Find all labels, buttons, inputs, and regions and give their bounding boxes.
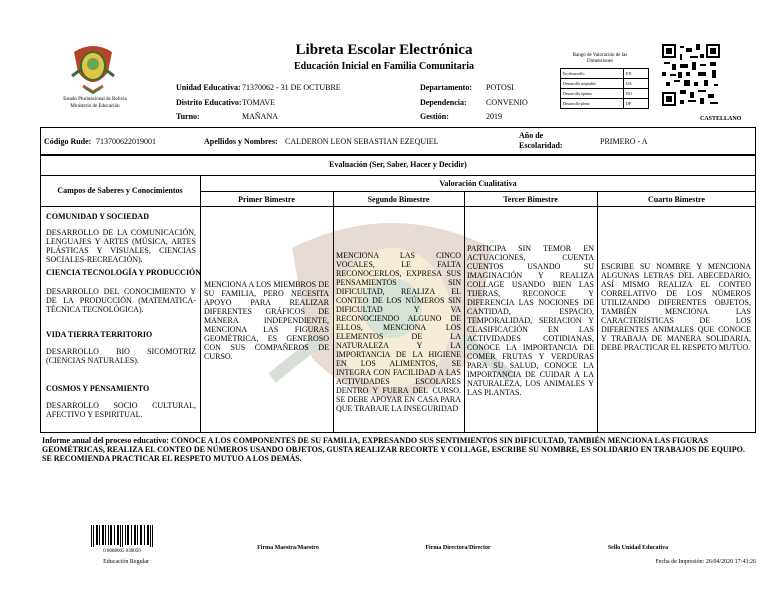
scale-code: DA bbox=[624, 79, 649, 89]
distrito-value: TOMAVE bbox=[242, 98, 276, 107]
bimestre-header-1: Primer Bimestre bbox=[238, 195, 295, 204]
scale-title-1: Rango de Valoración de las bbox=[572, 53, 628, 58]
barcode-caption: Educación Regular bbox=[103, 559, 149, 565]
school-seal: Sello Unidad Educativa bbox=[607, 545, 669, 551]
evaluation-bimestre-1: MENCIONA A LOS MIEMBROS DE SU FAMILIA, PERO NECESITA APOYO PARA REALIZAR DIFERENTES GRÁFICOS DE MANERA INDEPENDIENTE, MENCIONA LAS FIGURAS GEOMÉTRICA, ES GENEROSO CON SUS COMPAÑEROS DE CURSO. bbox=[204, 280, 329, 361]
evaluation-bimestre-3: PARTICIPA SIN TEMOR EN ACTUACIONES, CUENTA CUENTOS USANDO SU IMAGINACIÓN Y REALIZA COLLAGE USANDO BIEN LAS TIJERAS, RECONOCE Y DIFERENCIA LAS NOCIONES DE CANTIDAD, ESPACIO, TEMPORALIDAD, SERIACION Y CLASIFICACIÓN EN LAS ACTIVIDADES COTIDIANAS, CONOCE LA IMPORTANCIA DE COMER FRUTAS Y VERDURAS PARA SU SALUD, CONOCE LA IMPORTANCIA DE CUIDAR A LA NATURALEZA, LOS ANIMALES Y LAS PLANTAS. bbox=[467, 244, 594, 397]
area-body-4: DESARROLLO SOCIO CULTURAL, AFECTIVO Y ESPIRITUAL. bbox=[46, 401, 196, 419]
area-body-1: DESARROLLO DE LA COMUNICACIÓN, LENGUAJES Y ARTES (MÚSICA, ARTES PLÁSTICAS Y VISUALES, CIENCIAS SOCIALES-RECREACIÓN). bbox=[46, 228, 196, 264]
scale-row bbox=[561, 99, 649, 109]
barcode-digits: 0 8088005 030050 bbox=[103, 549, 141, 554]
scale-code: DO bbox=[624, 89, 649, 99]
scale-row bbox=[561, 79, 649, 89]
scale-code: ED bbox=[624, 69, 649, 79]
unidad-value: 71370062 - 31 DE OCTUBRE bbox=[242, 83, 341, 92]
distrito-label: Distrito Educativo: bbox=[176, 98, 242, 107]
area-title-4: COSMOS Y PENSAMIENTO bbox=[46, 384, 150, 393]
scale-label: En desarrollo bbox=[561, 69, 624, 79]
name-label: Apellidos y Nombres: bbox=[204, 137, 278, 146]
bimestre-header-3: Tercer Bimestre bbox=[503, 195, 558, 204]
area-body-3: DESARROLLO BIO SICOMOTRIZ (CIENCIAS NATURALES). bbox=[46, 347, 196, 365]
turno-label: Turno: bbox=[176, 112, 200, 121]
year-label-1: Año de bbox=[519, 131, 544, 140]
unidad-label: Unidad Educativa: bbox=[176, 83, 241, 92]
scale-label: Desarrollo óptimo bbox=[561, 89, 624, 99]
dependencia-label: Dependencia: bbox=[420, 98, 467, 107]
eval-header: Evaluación (Ser, Saber, Hacer y Decidir) bbox=[329, 160, 467, 169]
student-name: CALDERON LEON SEBASTIAN EZEQUIEL bbox=[285, 137, 439, 146]
teacher-signature: Firma Maestra/Maestro bbox=[257, 545, 319, 551]
campos-header: Campos de Saberes y Conocimientos bbox=[57, 186, 183, 195]
scale-row bbox=[561, 69, 649, 79]
departamento-value: POTOSI bbox=[486, 83, 514, 92]
annual-summary bbox=[42, 436, 754, 463]
scale-code: DP bbox=[624, 99, 649, 109]
document-title: Libreta Escolar Electrónica bbox=[295, 42, 473, 58]
year-label-2: Escolaridad: bbox=[519, 141, 563, 150]
scale-label: Desarrollo pleno bbox=[561, 99, 624, 109]
bimestre-header-2: Segundo Bimestre bbox=[367, 195, 430, 204]
director-signature: Firma Directora/Director bbox=[425, 545, 491, 551]
area-title-2: CIENCIA TECNOLOGÍA Y PRODUCCIÓN bbox=[46, 268, 202, 277]
coat-caption-1: Estado Plurinacional de Bolivia bbox=[63, 97, 127, 102]
annual-summary-label: Informe anual del proceso educativo: bbox=[42, 436, 169, 445]
area-title-1: COMUNIDAD Y SOCIEDAD bbox=[46, 212, 149, 221]
turno-value: MAÑANA bbox=[242, 112, 278, 121]
gestion-label: Gestión: bbox=[420, 112, 449, 121]
annual-summary-text: CONOCE A LOS COMPONENTES DE SU FAMILIA, EXPRESANDO SUS SENTIMIENTOS SIN DIFICULTAD, TAMBIÉN MENCIONA LAS FIGURAS GEOMÉTRICAS, REALIZA EL CONTEO DE NÚMEROS USANDO OBJETOS, GUSTA REALIZAR RECORTE Y COLLAGE, ESCRIBE SU NOMBRE, ES SOLIDARIO EN TRABAJOS DE EQUIPO. SE RECOMIENDA PRACTICAR EL RESPETO MUTUO A LOS DEMÁS. bbox=[42, 436, 745, 463]
valoracion-header: Valoración Cualitativa bbox=[439, 179, 517, 188]
gestion-value: 2019 bbox=[486, 112, 502, 121]
document-subtitle: Educación Inicial en Familia Comunitaria bbox=[293, 61, 474, 72]
valuation-scale-table bbox=[560, 68, 649, 109]
bimestre-header-4: Cuarto Bimestre bbox=[648, 195, 705, 204]
year-value: PRIMERO - A bbox=[600, 137, 648, 146]
language-label: CASTELLANO bbox=[700, 116, 742, 122]
qr-code bbox=[662, 44, 720, 106]
evaluation-bimestre-4: ESCRIBE SU NOMBRE Y MENCIONA ALGUNAS LETRAS DEL ABECEDARIO, ASÍ MISMO REALIZA EL CONTEO CORRELATIVO DE LOS NÚMEROS UTILIZANDO DIFERENTES OBJETOS, TAMBIÉN MENCIONA LAS CARACTERÍSTICAS DE LOS DIFERENTES ANIMALES QUE CONOCE Y TRABAJA DE MANERA SOLIDARIA, DEBE PRACTICAR EL RESPETO MUTUO. bbox=[601, 262, 751, 352]
scale-label: Desarrollo aceptable bbox=[561, 79, 624, 89]
print-date: Fecha de Impresión: 26/04/2020 17:43:26 bbox=[655, 559, 756, 565]
barcode bbox=[90, 525, 156, 551]
departamento-label: Departamento: bbox=[420, 83, 472, 92]
rude-value: 713700622019001 bbox=[96, 137, 156, 146]
scale-title-2: Dimensiones bbox=[586, 59, 614, 64]
evaluation-bimestre-2: MENCIONA LAS CINCO VOCALES, LE FALTA RECONOCERLOS, EXPRESA SUS PENSAMIENTOS SIN DIFICULTAD, REALIZA EL CONTEO DE LOS NÚMEROS SIN DIFICULTAD Y VA RECONOCIENDO ALGUNO DE ELLOS, MENCIONA LOS ELEMENTOS DE LA NATURALEZA Y LA IMPORTANCIA DE LA HIGIENE EN LOS ALIMENTOS, SE INTEGRA CON FACILIDAD A LAS ACTIVIDADES ESCOLARES DENTRO Y FUERA DEL CURSO. SE DEBE APOYAR EN CASA PARA QUE TRABAJE LA INSEGURIDAD bbox=[336, 251, 461, 413]
dependencia-value: CONVENIO bbox=[486, 98, 528, 107]
area-title-3: VIDA TIERRA TERRITORIO bbox=[46, 330, 153, 339]
coat-caption-2: Ministerio de Educación bbox=[70, 104, 120, 109]
rude-label: Código Rude: bbox=[44, 137, 92, 146]
scale-row bbox=[561, 89, 649, 99]
area-body-2: DESARROLLO DEL CONOCIMIENTO Y DE LA PRODUCCIÓN (MATEMATICA-TÉCNICA TECNOLÓGICA). bbox=[46, 287, 196, 314]
